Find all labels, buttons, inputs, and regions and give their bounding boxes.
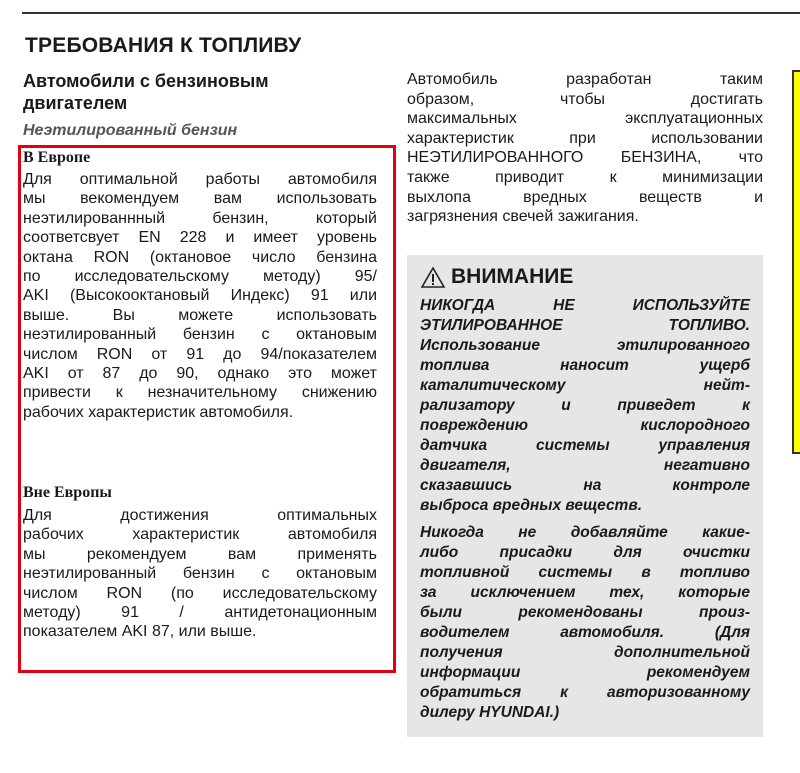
side-tab	[792, 70, 800, 454]
text-line: ЭТИЛИРОВАННОЕ ТОПЛИВО.	[420, 317, 750, 334]
text-line: октана RON (октановое число бензина	[23, 248, 377, 266]
text-line: дилеру HYUNDAI.)	[420, 704, 560, 721]
text-line: топлива наносит ущерб	[420, 357, 750, 374]
text-line: числом RON от 91 до 94/показателем	[23, 345, 377, 363]
text-line: показателем AKI 87, или выше.	[23, 623, 257, 641]
warning-title-text: ВНИМАНИЕ	[451, 265, 574, 288]
text-line: числом RON (по исследовательскому	[23, 584, 377, 602]
text-line: выхлопа вредных веществ и	[407, 188, 763, 206]
section-title	[23, 70, 269, 114]
section-subtitle: Неэтилированный бензин	[23, 122, 238, 139]
text-line: либо присадки для очистки	[420, 544, 750, 561]
warning-box	[407, 255, 763, 737]
text-line: топливной системы в топливо	[420, 564, 750, 581]
top-rule	[22, 12, 800, 14]
text-line: соответсвует EN 228 и имеет уровень	[23, 229, 377, 247]
text-line: рабочих характеристик автомобиля	[23, 526, 377, 544]
text-line: методу) 91 / антидетонационным	[23, 604, 377, 622]
text-line: неэтилированный бензин с октановым	[23, 565, 377, 583]
text-line: двигателя, негативно	[420, 457, 750, 474]
outside-europe-text	[23, 506, 377, 642]
text-line: выброса вредных веществ.	[420, 497, 643, 514]
text-line: рализатору и приведет к	[420, 397, 750, 414]
text-line: также приводит к минимизации	[407, 168, 763, 186]
text-line: максимальных эксплуатационных	[407, 110, 763, 128]
text-line: Для оптимальной работы автомобиля	[23, 171, 377, 188]
text-line: привести к незначительному снижению	[23, 384, 377, 402]
europe-text	[23, 170, 377, 422]
text-line: за исключением тех, которые	[420, 584, 750, 601]
text-line: НИКОГДА НЕ ИСПОЛЬЗУЙТЕ	[420, 297, 750, 314]
text-line: мы векомендуем вам использовать	[23, 190, 377, 208]
text-line: рабочих характеристик автомобиля.	[23, 403, 294, 421]
intro-text	[407, 70, 763, 227]
text-line: сказавшись на контроле	[420, 477, 750, 494]
text-line: выше. Вы можете использовать	[23, 306, 377, 324]
text-line: по исследовательскому методу) 95/	[23, 268, 377, 286]
text-line: НЕЭТИЛИРОВАННОГО БЕНЗИНА, что	[407, 149, 763, 167]
warning-triangle-icon	[421, 267, 445, 288]
page-title: ТРЕБОВАНИЯ К ТОПЛИВУ	[25, 34, 302, 57]
text-line: обратиться к авторизованному	[420, 684, 750, 701]
text-line: AKI от 87 до 90, однако это может	[23, 365, 377, 383]
text-line: Для достижения оптимальных	[23, 507, 377, 524]
text-line: повреждению кислородного	[420, 417, 750, 434]
text-line: образом, чтобы достигать	[407, 90, 763, 108]
text-line: характеристик при использовании	[407, 129, 763, 147]
text-line: мы рекомендуем вам применять	[23, 545, 377, 563]
text-line: получения дополнительной	[420, 644, 750, 661]
text-line: водителем автомобиля. (Для	[420, 624, 750, 641]
text-line: Никогда не добавляйте какие-	[420, 524, 750, 541]
text-line: были рекомендованы произ-	[420, 604, 750, 621]
text-line: каталитическому нейт-	[420, 377, 750, 394]
text-line: Использование этилированного	[420, 337, 750, 354]
text-line: Автомобиль разработан таким	[407, 71, 763, 88]
text-line: датчика системы управления	[420, 437, 750, 454]
section-title-line: Автомобили с бензиновым	[23, 71, 269, 91]
section-title-line: двигателем	[23, 93, 128, 113]
text-line: неэтилированнный бензин, который	[23, 209, 377, 227]
warning-title	[421, 265, 573, 289]
text-line: информации рекомендуем	[420, 664, 750, 681]
warning-paragraph-2	[420, 523, 750, 723]
text-line: загрязнения свечей зажигания.	[407, 208, 639, 226]
warning-paragraph-1	[420, 296, 750, 516]
text-line: AKI (Высокооктановый Индекс) 91 или	[23, 287, 377, 305]
outside-europe-heading: Вне Европы	[23, 484, 112, 501]
europe-heading: В Европе	[23, 149, 91, 166]
text-line: неэтилированный бензин с октановым	[23, 326, 377, 344]
